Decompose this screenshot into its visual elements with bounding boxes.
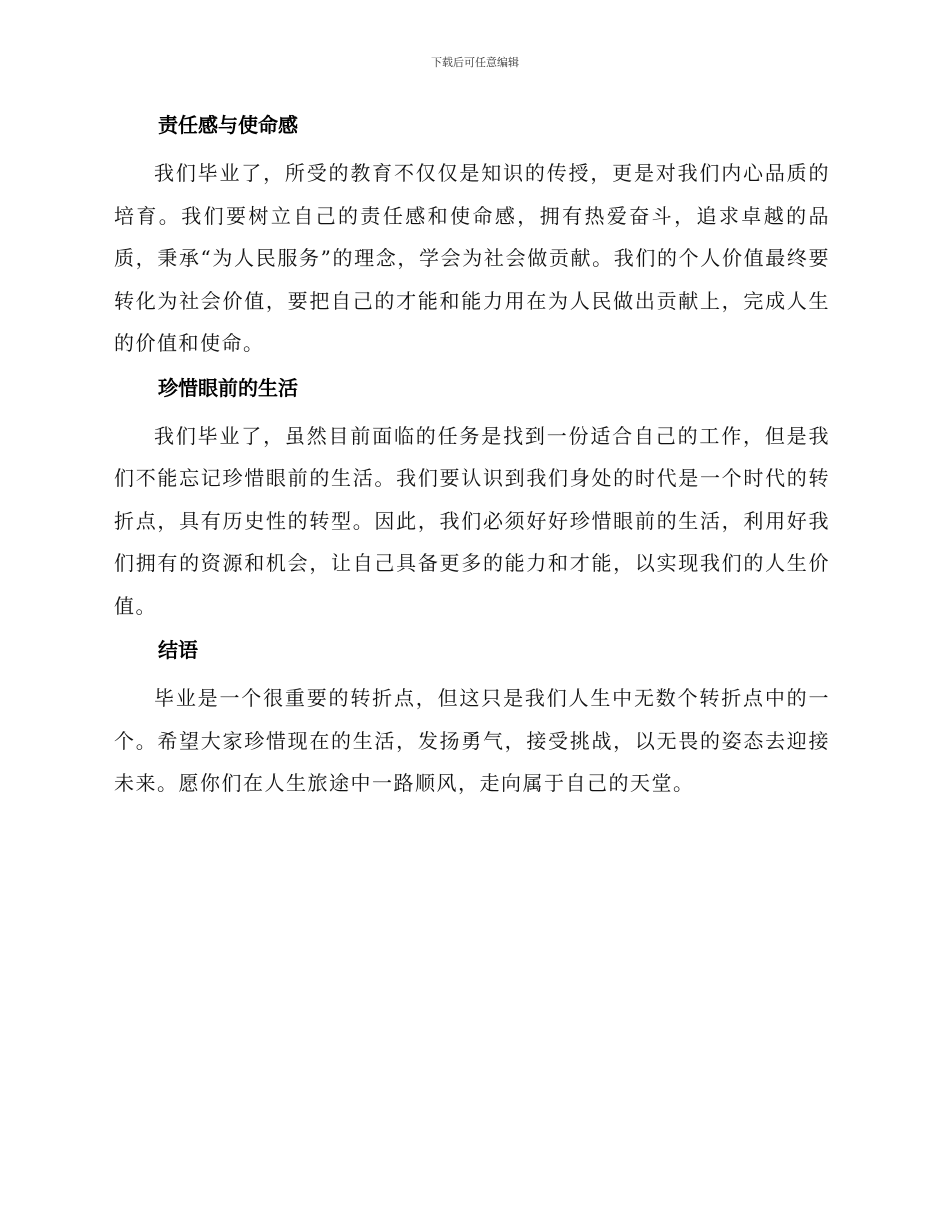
document-body xyxy=(114,110,830,813)
section-paragraph: 毕业是一个很重要的转折点，但这只是我们人生中无数个转折点中的一个。希望大家珍惜现在的生活，发扬勇气，接受挑战，以无畏的姿态去迎接未来。愿你们在人生旅途中一路顺风，走向属于自己的天堂。 xyxy=(114,686,830,795)
section-cherish-life xyxy=(114,373,830,628)
section-heading: 珍惜眼前的生活 xyxy=(158,375,298,400)
section-responsibility xyxy=(114,110,830,365)
section-heading: 责任感与使命感 xyxy=(158,113,298,137)
section-conclusion xyxy=(114,635,830,805)
header-note: 下载后可任意编辑 xyxy=(431,56,519,69)
section-paragraph: 我们毕业了，虽然目前面临的任务是找到一份适合自己的工作，但是我们不能忘记珍惜眼前的生活。我们要认识到我们身处的时代是一个时代的转折点，具有历史性的转型。因此，我们必须好好珍惜眼前的生活，利用好我们拥有的资源和机会，让自己具备更多的能力和才能，以实现我们的人生价值。 xyxy=(114,423,830,618)
section-heading: 结语 xyxy=(158,638,198,662)
section-paragraph: 我们毕业了，所受的教育不仅仅是知识的传授，更是对我们内心品质的培育。我们要树立自己的责任感和使命感，拥有热爱奋斗，追求卓越的品质，秉承“为人民服务”的理念，学会为社会做贡献。我们的个人价值最终要转化为社会价值，要把自己的才能和能力用在为人民做出贡献上，完成人生的价值和使命。 xyxy=(114,161,830,355)
